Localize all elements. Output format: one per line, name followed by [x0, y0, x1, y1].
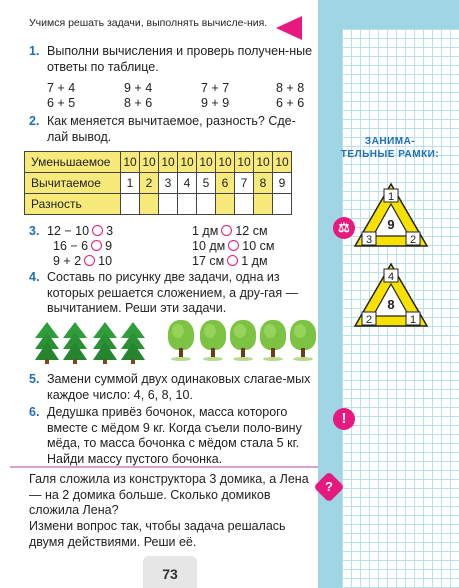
compare-circle-icon — [221, 225, 232, 236]
compare-circle-icon — [227, 255, 238, 266]
table-row — [25, 194, 292, 215]
compare-right: 1 дм — [241, 254, 268, 268]
compare-circle-icon — [84, 255, 95, 266]
compare-circle-icon — [228, 240, 239, 251]
table-cell: 2 — [140, 173, 159, 194]
table-cell: 1 — [121, 173, 140, 194]
table-cell: 6 — [216, 173, 235, 194]
left-strip — [318, 29, 341, 588]
row-label: Разность — [25, 194, 121, 215]
frame-left: 3 — [365, 234, 373, 246]
fir-tree-icon — [35, 322, 59, 364]
compare-left: 12 − 10 — [47, 224, 90, 238]
bonus-task-text: Галя сложила из конструктора 3 домика, а Лена — на 2 домика больше. Сколько домиков сложила Лена? — [29, 472, 309, 517]
table-row — [25, 173, 292, 194]
row-label: Вычитаемое — [25, 173, 121, 194]
table-cell — [254, 194, 273, 215]
table-cell: 10 — [159, 152, 178, 173]
compare-circle-icon — [91, 240, 102, 251]
compare-left: 16 − 6 — [53, 239, 89, 253]
question-glyph: ? — [325, 478, 333, 494]
frame-top: 1 — [387, 191, 395, 203]
top-strip — [318, 0, 459, 29]
deciduous-tree-icon — [200, 320, 226, 362]
table-cell: 10 — [273, 152, 292, 173]
task-1-expr: 9 + 4 — [124, 81, 153, 95]
table-cell — [273, 194, 292, 215]
compare-row — [53, 239, 112, 255]
compare-left: 9 + 2 — [53, 254, 82, 268]
number-frame — [353, 182, 429, 248]
compare-left: 10 дм — [192, 239, 226, 253]
fir-tree-icon — [121, 322, 145, 364]
deciduous-tree-icon — [168, 320, 194, 362]
compare-left: 17 см — [192, 254, 225, 268]
frame-right: 1 — [409, 314, 417, 326]
table-cell — [235, 194, 254, 215]
exclamation-glyph: ! — [341, 410, 347, 427]
task-6-text: Дедушка привёз бочонок, масса которого вместе с мёдом 9 кг. Когда съели поло-вину мёда, то масса бочонка с мёдом стала 5 кг. Найди массу пустого бочонка. — [47, 405, 302, 466]
task-1-expr: 7 + 7 — [201, 81, 230, 95]
table-row — [25, 152, 292, 173]
table-cell: 5 — [197, 173, 216, 194]
scales-icon — [333, 217, 355, 239]
deciduous-tree-icon — [260, 320, 286, 362]
number-frame — [353, 262, 429, 328]
deciduous-tree-icon — [230, 320, 256, 362]
table-cell — [197, 194, 216, 215]
compare-circle-icon — [92, 225, 103, 236]
table-cell: 7 — [235, 173, 254, 194]
compare-row — [47, 224, 113, 240]
task-4-number: 4. — [29, 270, 40, 284]
compare-right: 12 см — [235, 224, 268, 238]
lesson-intro: Учимся решать задачи, выполнять вычисле-ния. — [29, 17, 268, 29]
table-cell: 4 — [178, 173, 197, 194]
deciduous-tree-icon — [290, 320, 316, 362]
task-1-expr: 9 + 9 — [201, 96, 230, 110]
scales-glyph: ⚖ — [338, 220, 350, 235]
table-cell: 3 — [159, 173, 178, 194]
section-divider — [10, 466, 318, 468]
table-cell — [121, 194, 140, 215]
task-1-expr: 8 + 6 — [124, 96, 153, 110]
compare-row — [192, 239, 275, 255]
table-cell: 10 — [197, 152, 216, 173]
frame-center: 9 — [387, 217, 395, 232]
task-4-text: Составь по рисунку две задачи, одна из которых решается сложением, а дру-гая — вычитанием. Реши эти задачи. — [47, 270, 299, 315]
table-cell: 10 — [235, 152, 254, 173]
table-cell: 10 — [140, 152, 159, 173]
task-1-expr: 8 + 8 — [276, 81, 305, 95]
bonus-task-instruction: Измени вопрос так, чтобы задача решалась двумя действиями. Реши её. — [29, 519, 286, 549]
frame-top: 4 — [387, 271, 395, 283]
table-cell — [159, 194, 178, 215]
task-2-number: 2. — [29, 114, 40, 128]
compare-row — [53, 254, 112, 270]
table-cell — [140, 194, 159, 215]
task-5-number: 5. — [29, 372, 40, 386]
page-number: 73 — [143, 556, 197, 588]
task-1-expr: 6 + 6 — [276, 96, 305, 110]
task-2-text: Как меняется вычитаемое, разность? Сде-лай вывод. — [47, 114, 296, 144]
compare-right: 3 — [106, 224, 114, 238]
task-5-text: Замени суммой двух одинаковых слагае-мых каждое число: 4, 6, 8, 10. — [47, 372, 311, 402]
task-1-expr: 6 + 5 — [47, 96, 76, 110]
subtraction-table — [24, 151, 292, 215]
row-label: Уменьшаемое — [25, 152, 121, 173]
compare-right: 10 см — [242, 239, 275, 253]
table-cell: 10 — [121, 152, 140, 173]
table-cell: 9 — [273, 173, 292, 194]
table-cell — [216, 194, 235, 215]
table-cell: 10 — [216, 152, 235, 173]
triangle-frame-icon — [353, 182, 429, 248]
fir-tree-icon — [93, 322, 117, 364]
compare-right: 10 — [98, 254, 113, 268]
compare-right: 9 — [105, 239, 113, 253]
side-title: ЗАНИМА-ТЕЛЬНЫЕ РАМКИ: — [340, 136, 440, 160]
frame-left: 2 — [365, 314, 373, 326]
compare-row — [192, 254, 268, 270]
task-1-number: 1. — [29, 44, 40, 58]
task-1-text: Выполни вычисления и проверь получен-ные ответы по таблице. — [47, 44, 313, 74]
fir-tree-icon — [63, 322, 87, 364]
triangle-frame-icon — [353, 262, 429, 328]
task-1-expr: 7 + 4 — [47, 81, 76, 95]
exclamation-icon — [333, 408, 355, 430]
compare-left: 1 дм — [192, 224, 219, 238]
task-6-number: 6. — [29, 405, 40, 419]
table-cell: 8 — [254, 173, 273, 194]
table-cell: 10 — [254, 152, 273, 173]
bookmark-flag-icon — [276, 16, 302, 40]
task-3-number: 3. — [29, 224, 40, 238]
frame-center: 8 — [387, 297, 395, 312]
table-cell — [178, 194, 197, 215]
table-cell: 10 — [178, 152, 197, 173]
compare-row — [192, 224, 268, 240]
frame-right: 2 — [409, 234, 417, 246]
